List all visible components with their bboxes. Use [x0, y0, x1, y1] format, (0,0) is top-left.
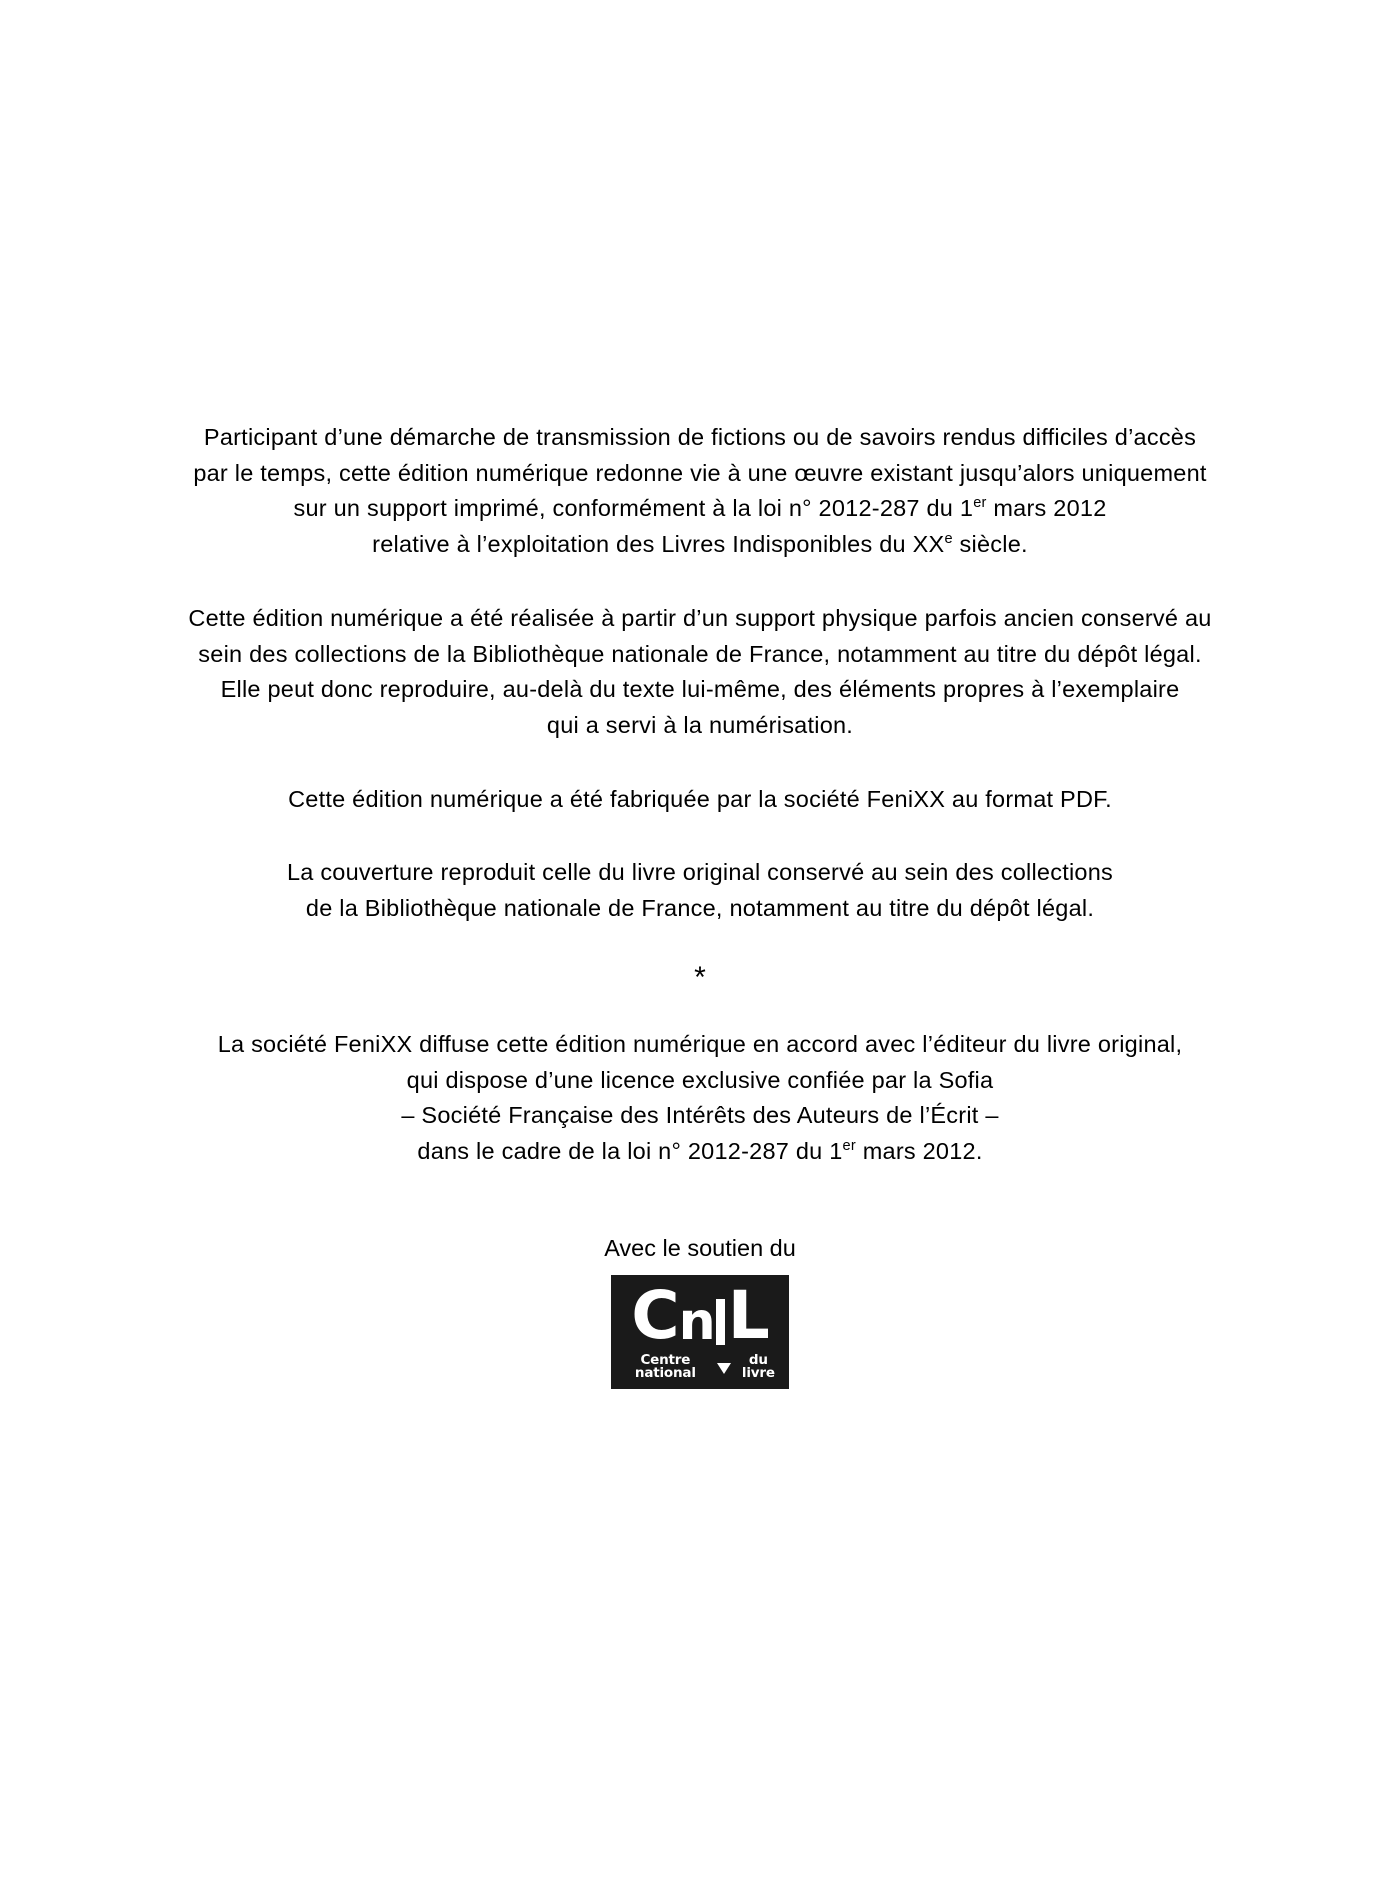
cnl-letter-l: L — [727, 1276, 769, 1354]
spacer — [0, 817, 1400, 855]
paragraph-source: Cette édition numérique a été réalisée à partir d’un support physique parfois ancien conservé au sein des collections de la Bibliothèque nationale de France, notamment au titre du dépôt légal. Elle peut donc reproduire, au-delà du texte lui-même, des éléments propres à l’exemplaire qui a servi à la numérisation. — [188, 604, 1212, 739]
support-block — [0, 1232, 1400, 1389]
cnl-logo — [611, 1275, 789, 1389]
cnl-subtitle-right: du livre — [741, 1351, 775, 1382]
cnl-letter-n: n — [678, 1291, 715, 1352]
check-icon — [717, 1363, 731, 1374]
cnl-logo-subtitle — [619, 1351, 781, 1382]
support-label: Avec le soutien du — [604, 1234, 796, 1261]
spacer — [0, 927, 1400, 963]
cnl-letter-c: C — [631, 1276, 679, 1354]
paragraph-license: La société FeniXX diffuse cette édition numérique en accord avec l’éditeur du livre original, qui dispose d’une licence exclusive confiée par la Sofia – Société Française des Intérêts des Auteurs de l’Écrit – dans le cadre de la loi n° 2012-287 du 1er mars 2012. — [217, 1030, 1183, 1165]
paragraph-cover: La couverture reproduit celle du livre original conservé au sein des collections de la Bibliothèque nationale de France, notamment au titre du dépôt légal. — [286, 859, 1114, 922]
cnl-subtitle-left: Centre national — [634, 1351, 696, 1382]
paragraph-intro: Participant d’une démarche de transmission de fictions ou de savoirs rendus difficiles d’accès par le temps, cette édition numérique redonne vie à une œuvre existant jusqu’alors uniquement sur un support imprimé, conformément à la loi n° 2012-287 du 1er mars 2012 relative à l’exploitation des Livres Indisponibles du XXe siècle. — [193, 424, 1207, 558]
spacer — [0, 744, 1400, 782]
section-separator: * — [694, 960, 706, 994]
cnl-bar — [716, 1299, 725, 1345]
paragraph-format: Cette édition numérique a été fabriquée par la société FeniXX au format PDF. — [288, 785, 1112, 812]
document-content — [0, 420, 1400, 1389]
cnl-logo-letters — [619, 1276, 781, 1354]
spacer — [0, 997, 1400, 1027]
spacer — [0, 563, 1400, 601]
